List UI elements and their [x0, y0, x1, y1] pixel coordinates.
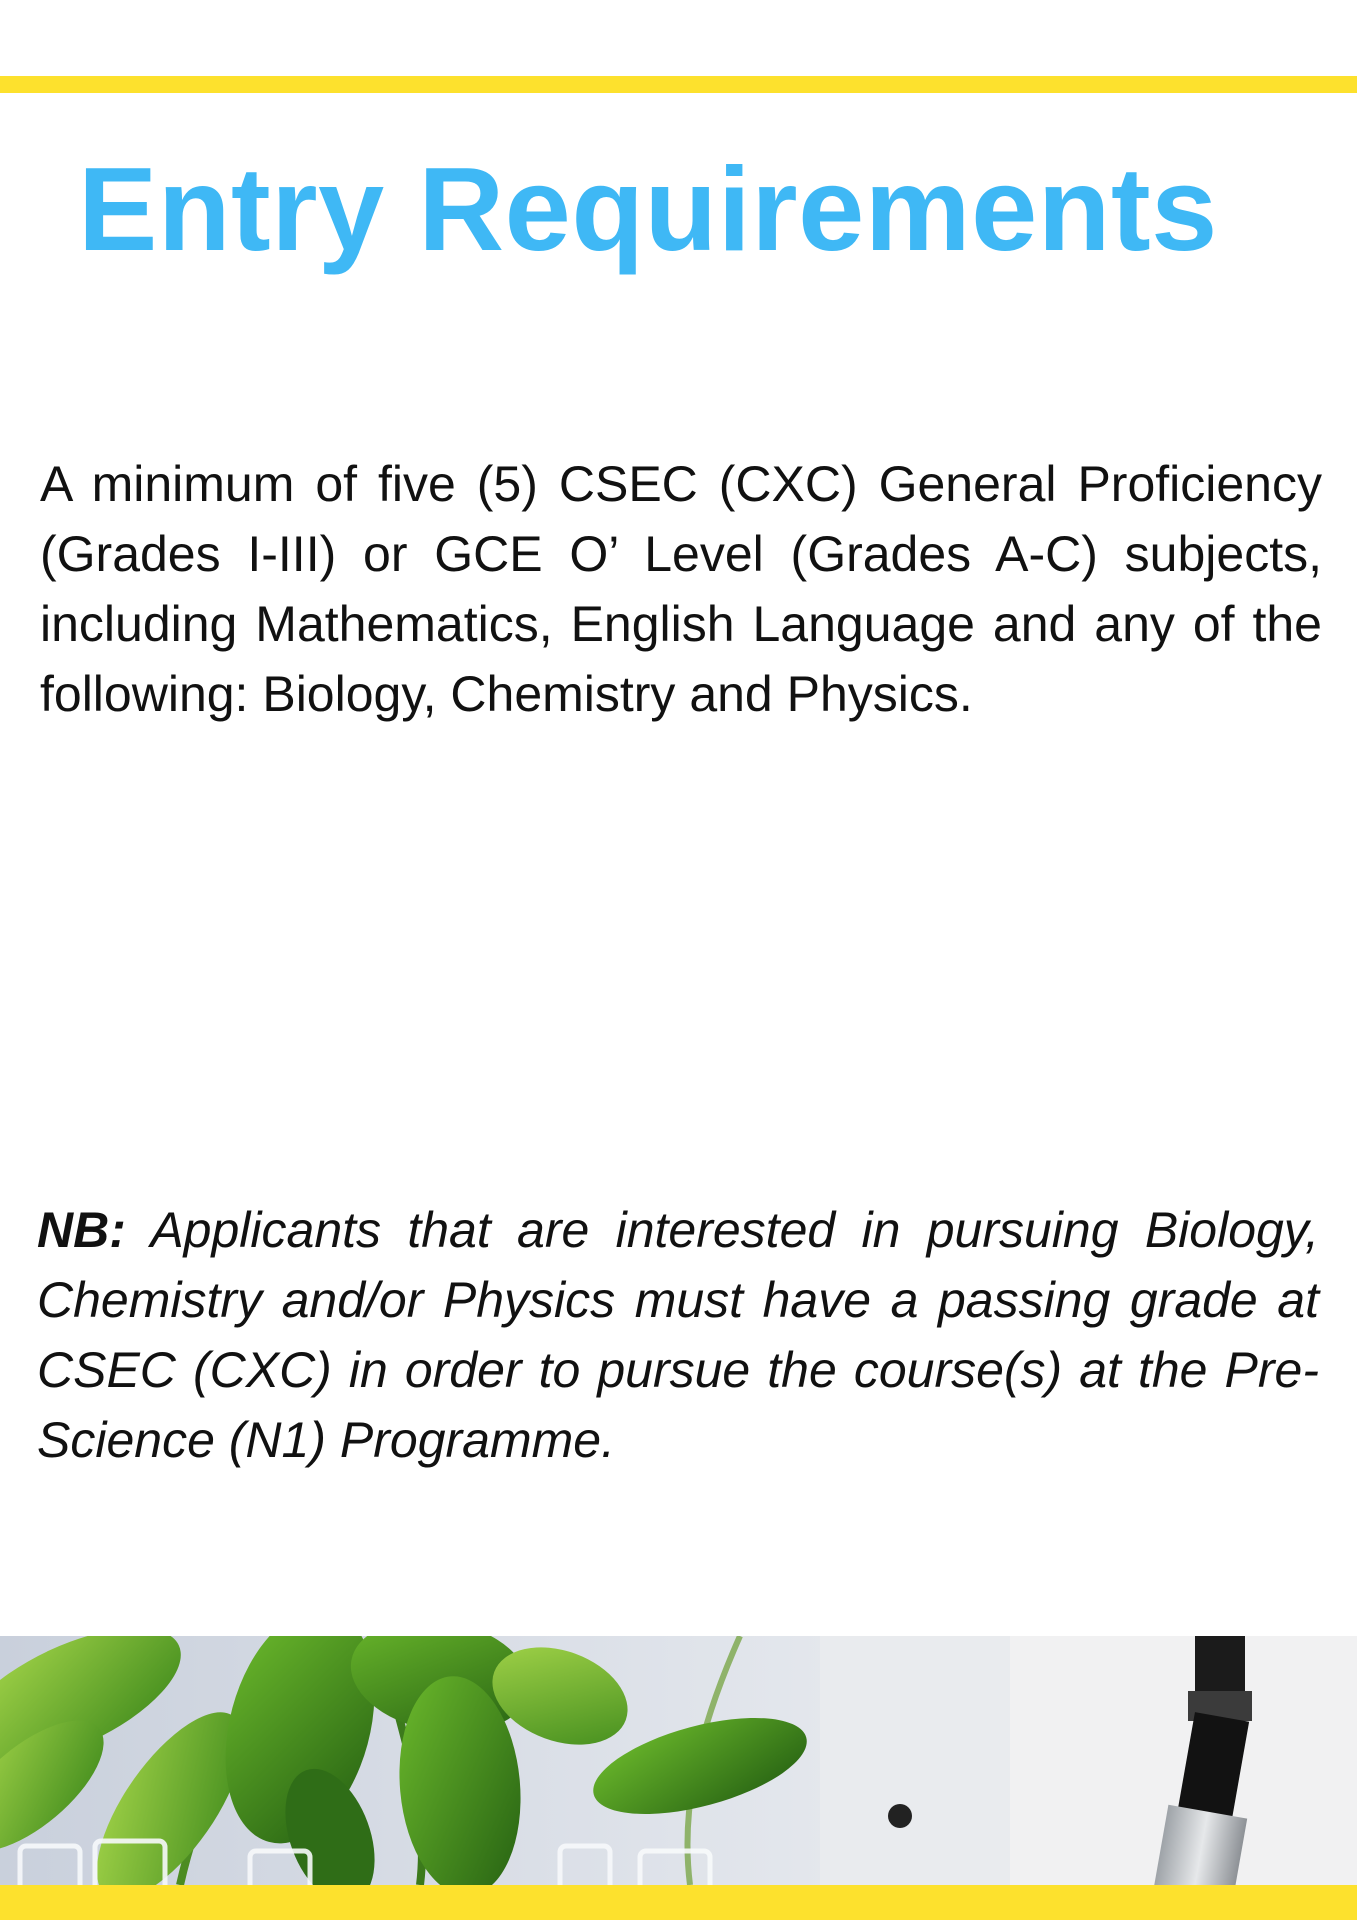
page-title: Entry Requirements [78, 143, 1218, 276]
note-label: NB: [37, 1202, 126, 1258]
lab-photo [0, 1636, 1357, 1885]
note-text: Applicants that are interested in pursuing Biology, Chemistry and/or Physics must have a passing grade at CSEC (CXC) in order to pursue the course(s) at the Pre-Science (N1) Programme. [37, 1202, 1319, 1468]
requirements-paragraph: A minimum of five (5) CSEC (CXC) General Proficiency (Grades I-III) or GCE O’ Level (Grades A-C) subjects, including Mathematics, English Language and any of the following: Biology, Chemistry and Physics. [40, 456, 1322, 722]
note-paragraph [37, 1195, 1319, 1475]
bottom-accent-bar [0, 1885, 1357, 1920]
top-accent-bar [0, 76, 1357, 93]
